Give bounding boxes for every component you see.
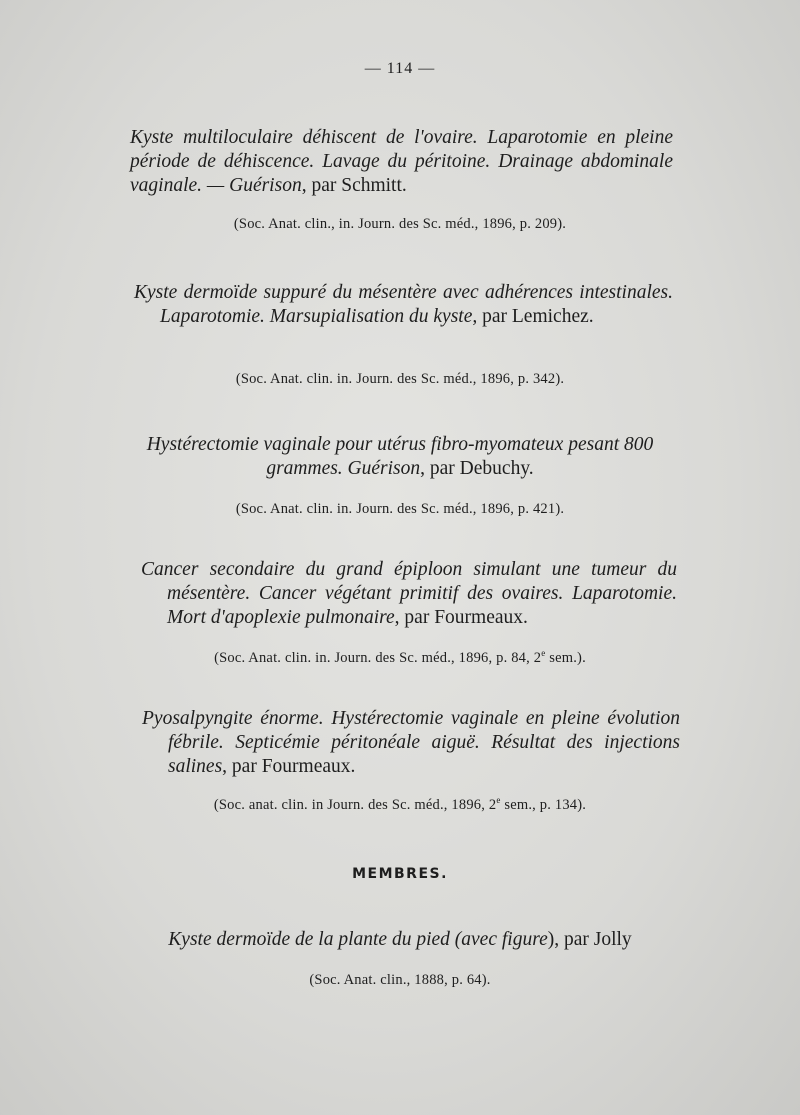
- entry-author: par Lemichez.: [477, 306, 594, 327]
- entry-author: , par Fourmeaux.: [222, 756, 356, 777]
- entry-author: , par Debuchy.: [420, 458, 534, 479]
- entry-title: [134, 281, 673, 329]
- entry-reference: (Soc. Anat. clin. in. Journ. des Sc. méd., 1896, p. 342).: [235, 371, 565, 387]
- entry-author: ), par Jolly: [547, 929, 632, 950]
- entry-author: , par Schmitt.: [301, 175, 407, 196]
- entry-author: , par Fourmeaux.: [394, 607, 528, 628]
- entry-title: [110, 433, 690, 481]
- entry-reference: [0, 797, 800, 814]
- section-heading: MEMBRES.: [352, 866, 448, 882]
- entry-title-figure-note: avec figure: [461, 929, 548, 950]
- entry-title: [102, 126, 673, 198]
- entry-title-italic: Hystérectomie vaginale pour utérus fibro-myomateux pesant 800 grammes. Guérison: [146, 434, 654, 479]
- entry-title: [100, 928, 700, 952]
- reference-text: sem., p. 134).: [500, 797, 587, 813]
- entry-title: [142, 707, 680, 779]
- entry-title: [141, 558, 677, 630]
- entry-title-italic: Kyste dermoïde suppuré du mésentère avec adhérences intestinales. Laparotomie. Marsupialisation du kyste,: [134, 282, 673, 327]
- reference-superscript: e: [496, 795, 501, 806]
- reference-text: (Soc. Anat. clin. in. Journ. des Sc. méd., 1896, p. 84, 2: [214, 650, 542, 666]
- entry-reference: (Soc. Anat. clin., 1888, p. 64).: [309, 972, 491, 988]
- entry-title-italic: Cancer secondaire du grand épiploon simulant une tumeur du mésentère. Cancer végétant primitif des ovaires. Laparotomie. Mort d'apoplexie pulmonaire: [141, 559, 677, 628]
- entry-title-italic: Pyosalpyngite énorme. Hystérectomie vaginale en pleine évolution fébrile. Septicémie péritonéale aiguë. Résultat des injections salines: [142, 708, 680, 777]
- entry-title-italic: Kyste multiloculaire déhiscent de l'ovaire. Laparotomie en pleine période de déhiscence. Lavage du péritoine. Drainage abdominale vaginale. — Guérison: [130, 127, 673, 196]
- entry-reference: (Soc. Anat. clin. in. Journ. des Sc. méd., 1896, p. 421).: [235, 501, 565, 517]
- page-number: — 114 —: [364, 60, 436, 77]
- reference-text: sem.).: [545, 650, 586, 666]
- entry-reference: [0, 650, 800, 667]
- reference-superscript: e: [541, 648, 546, 659]
- entry-reference: (Soc. Anat. clin., in. Journ. des Sc. méd., 1896, p. 209).: [233, 216, 567, 232]
- reference-text: (Soc. anat. clin. in Journ. des Sc. méd., 1896, 2: [213, 797, 497, 813]
- entry-title-italic: Kyste dermoïde de la plante du pied (: [168, 929, 462, 950]
